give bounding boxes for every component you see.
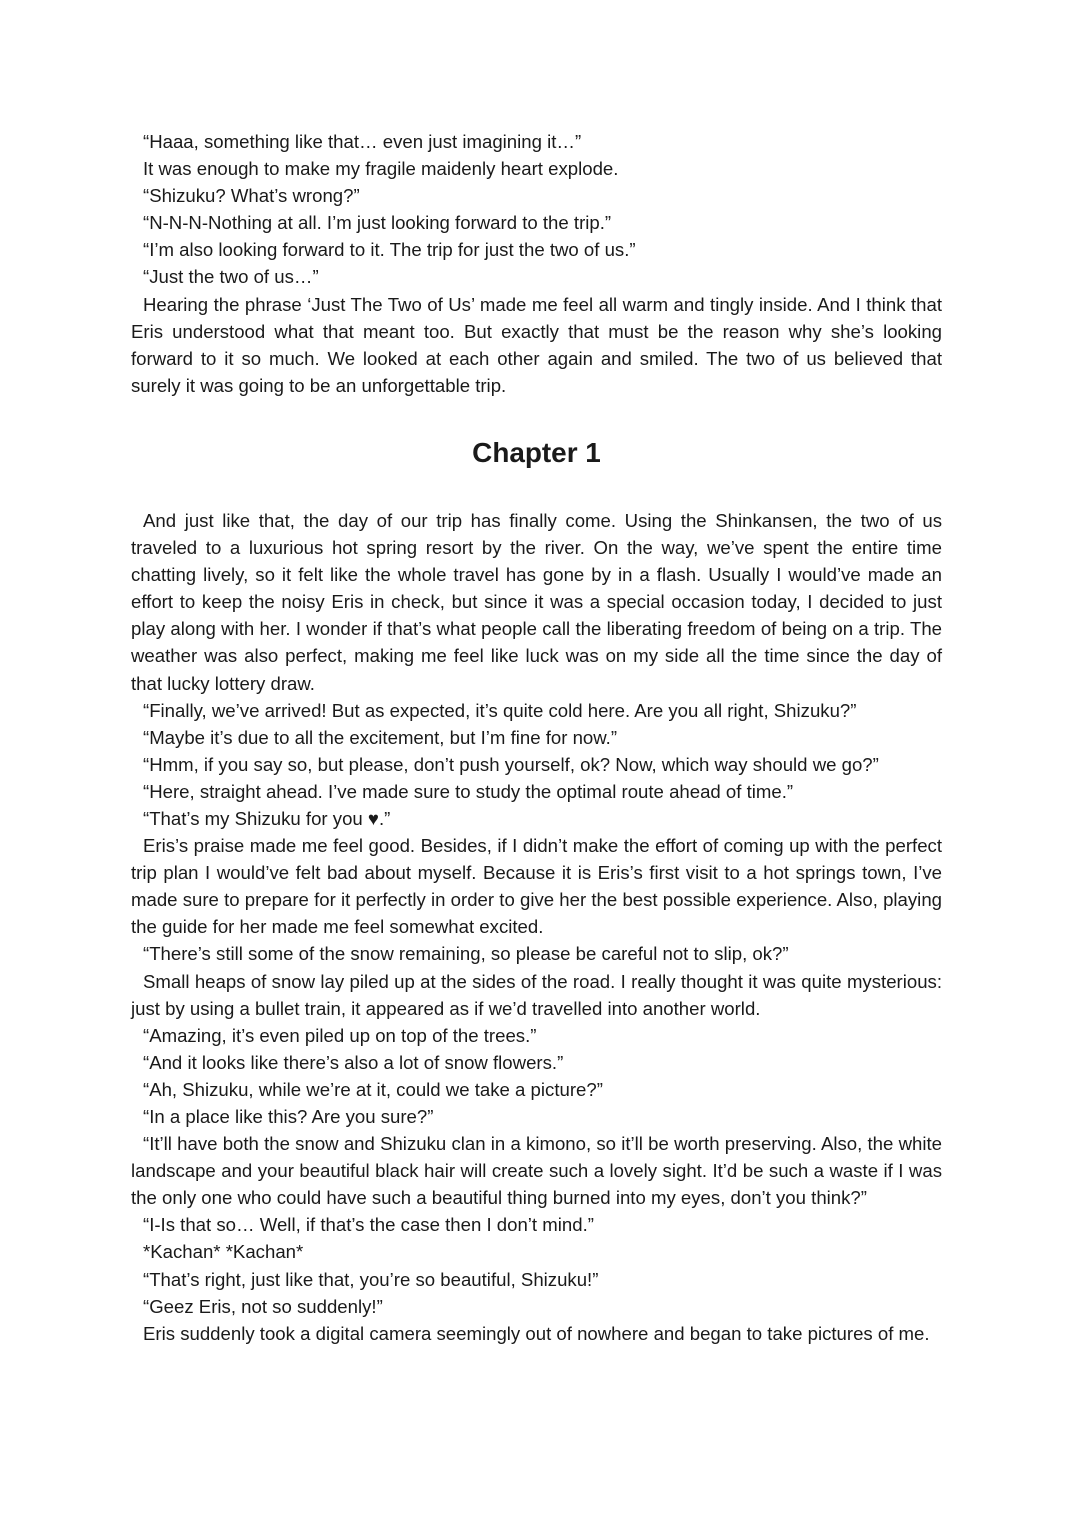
chapter-section [131,507,942,1347]
paragraph: “Geez Eris, not so suddenly!” [143,1295,383,1317]
paragraph: “There’s still some of the snow remaining, so please be careful not to slip, ok?” [143,943,789,965]
paragraph: “I’m also looking forward to it. The trip for just the two of us.” [143,239,636,261]
paragraph: “Finally, we’ve arrived! But as expected, it’s quite cold here. Are you all right, Shizuku?” [143,699,857,721]
paragraph: “It’ll have both the snow and Shizuku clan in a kimono, so it’ll be worth preserving. Also, the white landscape and your beautiful black hair will create such a lovely sight. It’d be such a waste if I was the only one who could have such a beautiful thing burned into my eyes, don’t you think?” [131,1133,942,1209]
paragraph: “That’s my Shizuku for you ♥.” [143,807,391,829]
paragraph: “In a place like this? Are you sure?” [143,1106,434,1127]
paragraph: Small heaps of snow lay piled up at the sides of the road. I really thought it was quite mysterious: just by using a bullet train, it appeared as if we’d travelled into another world. [131,970,942,1019]
document-page [131,128,942,1347]
intro-section [131,128,942,399]
paragraph: Eris’s praise made me feel good. Besides, if I didn’t make the effort of coming up with the perfect trip plan I would’ve felt bad about myself. Because it is Eris’s first visit to a hot springs town, I’ve made sure to prepare for it perfectly in order to give her the best possible experience. Also, playing the guide for her made me feel somewhat excited. [131,835,942,938]
paragraph: Hearing the phrase ‘Just The Two of Us’ made me feel all warm and tingly inside. And I think that Eris understood what that meant too. But exactly that must be the reason why she’s looking forward to it so much. We looked at each other again and smiled. The two of us believed that surely it was going to be an unforgettable trip. [131,293,942,396]
paragraph: “Haaa, something like that… even just imagining it…” [143,131,582,152]
paragraph: “Here, straight ahead. I’ve made sure to study the optimal route ahead of time.” [143,780,794,802]
paragraph: *Kachan* *Kachan* [143,1241,304,1263]
paragraph: And just like that, the day of our trip has finally come. Using the Shinkansen, the two of us traveled to a luxurious hot spring resort by the river. On the way, we’ve spent the entire time chatting lively, so it felt like the whole travel has gone by in a flash. Usually I would’ve made an effort to keep the noisy Eris in check, but since it was a special occasion today, I decided to just play along with her. I wonder if that’s what people call the liberating freedom of being on a trip. The weather was also perfect, making me feel like luck was on my side all the time since the day of that lucky lottery draw. [131,509,942,694]
paragraph: “Shizuku? What’s wrong?” [143,185,360,207]
paragraph: “N-N-N-Nothing at all. I’m just looking forward to the trip.” [143,212,612,234]
paragraph: “Hmm, if you say so, but please, don’t push yourself, ok? Now, which way should we go?” [143,753,879,775]
paragraph: “That’s right, just like that, you’re so beautiful, Shizuku!” [143,1268,599,1290]
paragraph: “Amazing, it’s even piled up on top of the trees.” [143,1024,537,1046]
paragraph: “And it looks like there’s also a lot of snow flowers.” [143,1051,564,1073]
chapter-heading: Chapter 1 [472,436,601,468]
paragraph: It was enough to make my fragile maidenly heart explode. [143,158,619,180]
paragraph: “Maybe it’s due to all the excitement, but I’m fine for now.” [143,726,618,748]
paragraph: “Just the two of us…” [143,266,319,288]
paragraph: Eris suddenly took a digital camera seemingly out of nowhere and began to take pictures of me. [143,1322,930,1344]
paragraph: “Ah, Shizuku, while we’re at it, could we take a picture?” [143,1078,603,1100]
paragraph: “I-Is that so… Well, if that’s the case then I don’t mind.” [143,1214,594,1236]
